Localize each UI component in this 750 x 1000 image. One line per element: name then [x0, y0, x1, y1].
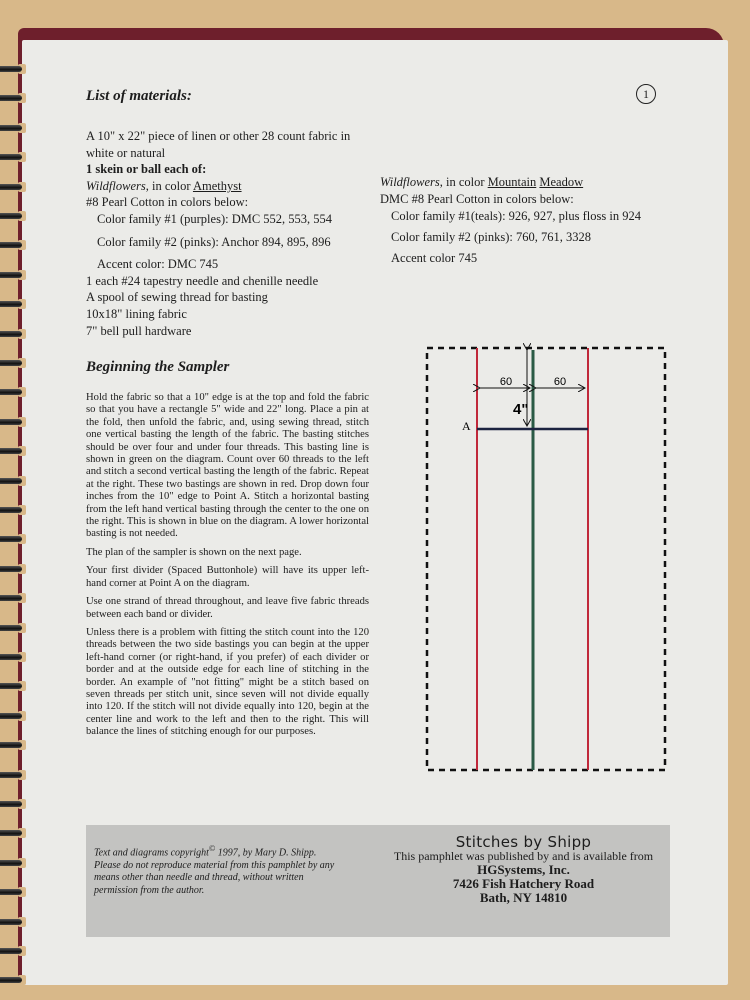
color-name: Meadow — [539, 175, 584, 189]
basting-diagram — [420, 340, 680, 780]
binding-ring — [0, 768, 26, 782]
materials-spool: A spool of sewing thread for basting — [86, 290, 268, 305]
published-text: This pamphlet was published by and is available from — [393, 849, 654, 863]
company-name: HGSystems, Inc. — [477, 862, 570, 877]
right-count-label: 60 — [553, 376, 567, 388]
alt-materials-family2: Color family #2 (pinks): 760, 761, 3328 — [391, 230, 591, 245]
footer-box — [86, 825, 670, 937]
color-name: Mountain — [487, 175, 537, 189]
materials-family1: Color family #1 (purples): DMC 552, 553, 554 — [97, 211, 333, 226]
binding-ring — [0, 885, 26, 899]
binding-ring — [0, 738, 26, 752]
materials-needle: 1 each #24 tapestry needle and chenille needle — [86, 273, 319, 288]
binding-ring — [0, 356, 26, 370]
binding-ring — [0, 591, 26, 605]
binding-ring — [0, 650, 26, 664]
binding-ring — [0, 709, 26, 723]
text: , in color — [145, 178, 193, 193]
binding-ring — [0, 444, 26, 458]
paragraph: Your first divider (Spaced Buttonhole) will have its upper left-hand corner at Point A on the diagram. — [86, 565, 369, 589]
binding-ring — [0, 915, 26, 929]
paragraph: The plan of the sampler is shown on the next page. — [86, 546, 302, 558]
binding-ring — [0, 385, 26, 399]
paragraph: Unless there is a problem with fitting the stitch count into the 120 threads between the two side bastings you can begin at the upper left-hand corner (or right-hand, if you prefer) of each divider or border and at the outside edge for each line of stitching in the border. An example of "not fitting" might be a stitch based on seven threads per stitch unit, since seven will not divide equally into 120. If the stitch will not divide equally into 120, begin at the center line and work to the left and then to the right. This will balance the lines of stitching enough for our purposes. — [86, 626, 369, 738]
binding-ring — [0, 532, 26, 546]
materials-fabric: A 10" x 22" piece of linen or other 28 count fabric in white or natural — [86, 129, 351, 160]
binding-ring — [0, 944, 26, 958]
point-a-label: A — [462, 419, 471, 433]
text: 1997, by Mary D. Shipp. Please do not reproduce material from this pamphlet by any means other than needle and thread, without written permission from the author. — [94, 847, 335, 896]
binding-ring — [0, 150, 26, 164]
materials-hardware: 7" bell pull hardware — [86, 323, 192, 338]
copyright-symbol: © — [208, 844, 216, 853]
publisher-info — [386, 835, 661, 905]
binding-ring — [0, 62, 26, 76]
alt-materials-family1: Color family #1(teals): 926, 927, plus floss in 924 — [391, 209, 641, 224]
binding-ring — [0, 621, 26, 635]
materials-amethyst — [86, 178, 371, 195]
binding-ring — [0, 238, 26, 252]
text: , in color — [439, 175, 488, 189]
alt-materials-accent: Accent color 745 — [391, 250, 478, 265]
binding-ring — [0, 327, 26, 341]
binding-ring — [0, 679, 26, 693]
binding-ring — [0, 268, 26, 282]
skein-heading: 1 skein or ball each of: — [86, 162, 207, 177]
drop-label: 4" — [513, 401, 529, 418]
binding-ring — [0, 209, 26, 223]
fabric-outline — [427, 348, 665, 770]
beginning-heading: Beginning the Sampler — [86, 359, 230, 375]
alt-materials-pearl: DMC #8 Pearl Cotton in colors below: — [380, 191, 574, 206]
paragraph: Use one strand of thread throughout, and leave five fabric threads between each band or divider. — [86, 596, 369, 620]
binding-ring — [0, 503, 26, 517]
binding-ring — [0, 297, 26, 311]
binding-ring — [0, 562, 26, 576]
binding-ring — [0, 121, 26, 135]
left-count-label: 60 — [499, 376, 513, 388]
company-street: 7426 Fish Hatchery Road — [452, 876, 595, 891]
materials-pearl: #8 Pearl Cotton in colors below: — [86, 195, 249, 210]
product-name: Wildflowers — [86, 178, 146, 193]
color-name: Amethyst — [192, 178, 242, 193]
binding-ring — [0, 91, 26, 105]
materials-lining: 10x18" lining fabric — [86, 306, 187, 321]
paragraph: Hold the fabric so that a 10" edge is at the top and fold the fabric so that you have a rectangle 5" wide and 22" long. Place a pin at the fold, then unfold the fabric, and, using sewing thread, stitch one vertical basting the length of the fabric. The basting stitches should be over four and under four threads. This basting line is shown in green on the diagram. Count over 60 threads to the left and stitch a second vertical basting the length of the fabric. Repeat at the right. These two bastings are shown in red. Drop down four inches from the 10" edge to Point A. Stitch a horizontal basting from the left hand vertical basting through the center to the one on the right. This is shown in blue on the diagram. A lower horizontal basting is not needed. — [86, 392, 369, 540]
alt-materials-list — [380, 174, 650, 266]
binding-ring — [0, 973, 26, 987]
materials-list — [86, 128, 371, 339]
product-name: Wildflowers — [380, 175, 440, 189]
materials-accent: Accent color: DMC 745 — [97, 257, 219, 272]
text: Text and diagrams copyright — [94, 847, 209, 859]
copyright-notice — [94, 843, 344, 897]
materials-heading: List of materials: — [86, 88, 192, 104]
binding-ring — [0, 474, 26, 488]
beginning-text — [86, 392, 369, 745]
binding-ring — [0, 415, 26, 429]
binding-ring — [0, 797, 26, 811]
binding-ring — [0, 180, 26, 194]
binding-ring — [0, 856, 26, 870]
publisher-logo: Stitches by Shipp — [455, 833, 592, 851]
page-number: 1 — [636, 84, 656, 104]
materials-family2: Color family #2 (pinks): Anchor 894, 895, 896 — [97, 234, 331, 249]
company-city: Bath, NY 14810 — [479, 890, 568, 905]
binding-ring — [0, 826, 26, 840]
alt-materials-product — [380, 174, 650, 191]
